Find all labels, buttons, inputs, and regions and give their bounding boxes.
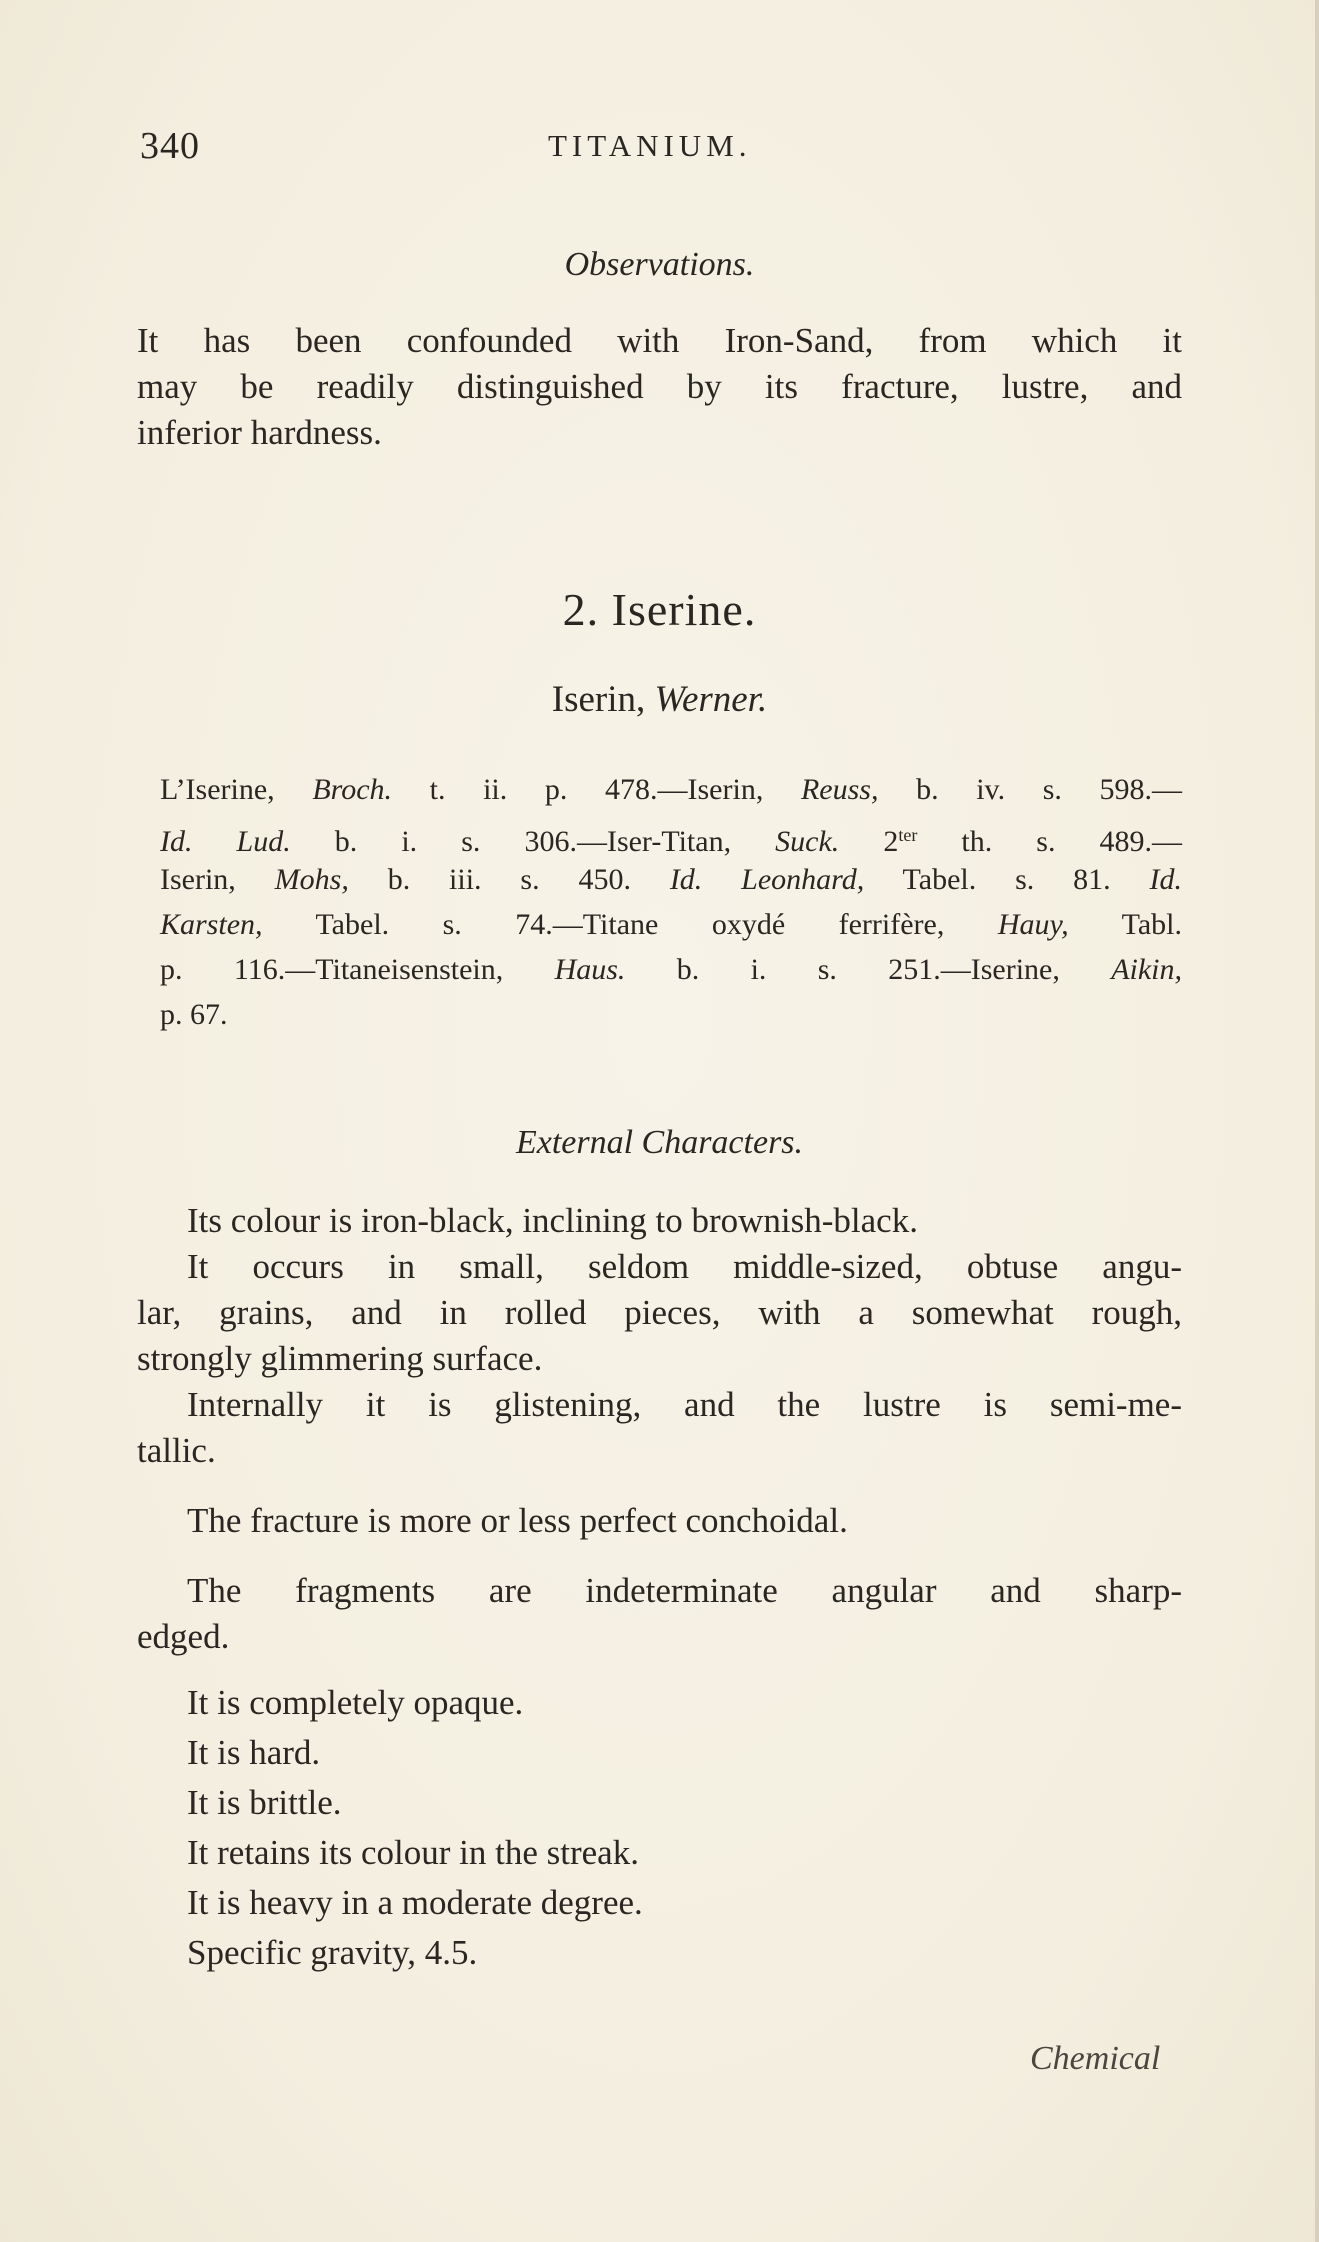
species-heading: 2. Iserine. [562,584,757,635]
page-number: 340 [140,125,200,167]
species-authority: Werner. [654,679,768,720]
running-title: TITANIUM. [548,128,752,163]
synonymy-run: th. s. 489.— [917,824,1182,858]
synonymy-run: Broch. [312,773,393,806]
ext-line-10: It is completely opaque. [187,1683,524,1722]
synonymy-run: p. 116.—Titaneisenstein, [160,953,555,986]
ext-line-12: It is brittle. [187,1783,342,1822]
species-name: Iserin, [551,679,646,720]
synonymy-run: t. ii. p. 478.—Iserin, [392,773,801,806]
synonymy-run: Id. Lud. [160,824,291,858]
synonymy-line-1 [160,770,1182,810]
synonymy-run: Id. Leonhard, [669,863,865,896]
synonymy-run: Mohs, [274,863,349,896]
synonymy-line-6 [160,995,228,1035]
synonymy-line-4 [160,905,1182,945]
synonymy-line-5 [160,950,1182,990]
synonymy-run: Karsten, [160,908,263,941]
synonymy-run: Id. [1149,863,1182,896]
synonymy-run: Aikin, [1111,953,1182,986]
ext-line-5: Internally it is glistening, and the lustre is semi-me- [187,1385,1182,1424]
synonymy-run: b. i. s. 251.—Iserine, [625,953,1112,986]
ext-line-1: Its colour is iron-black, inclining to brownish-black. [187,1201,918,1240]
ext-line-6: tallic. [137,1431,216,1470]
running-head [0,124,1319,174]
synonymy-run: Hauy, [997,908,1069,941]
external-characters-heading: External Characters. [515,1124,804,1161]
synonymy-run: L’Iserine, [160,773,313,806]
species-name-line [0,678,1319,721]
page-edge [1315,0,1319,2242]
synonymy-run: p. 67. [160,998,228,1031]
ext-line-8: The fragments are indeterminate angular and sharp- [187,1571,1182,1610]
ext-line-9: edged. [137,1617,230,1656]
ext-line-14: It is heavy in a moderate degree. [187,1883,643,1922]
ext-line-4: strongly glimmering surface. [137,1339,543,1378]
ext-line-2: It occurs in small, seldom middle-sized, obtuse angu- [187,1247,1182,1286]
synonymy-run: Iserin, [160,863,275,896]
synonymy-run: Tabl. [1068,908,1182,941]
observations-heading: Observations. [564,246,755,283]
synonymy-line-2 [160,815,1182,862]
synonymy-run: b. iv. s. 598.— [878,773,1183,806]
observations-line-2: may be readily distinguished by its fracture, lustre, and [137,367,1182,406]
synonymy-run: Haus. [554,953,626,986]
synonymy-run: 2 [839,824,899,858]
ext-line-7: The fracture is more or less perfect conchoidal. [187,1501,848,1540]
synonymy-run: Tabel. s. 74.—Titane oxydé ferrifère, [262,908,998,941]
ext-line-15: Specific gravity, 4.5. [187,1933,478,1972]
catchword: Chemical [1030,2040,1161,2077]
ext-line-3: lar, grains, and in rolled pieces, with a somewhat rough, [137,1293,1182,1332]
synonymy-run: ter [898,825,918,845]
observations-line-3: inferior hardness. [137,413,382,452]
synonymy-run: b. i. s. 306.—Iser-Titan, [290,824,776,858]
synonymy-run: Reuss, [800,773,879,806]
ext-line-11: It is hard. [187,1733,321,1772]
ext-line-13: It retains its colour in the streak. [187,1833,639,1872]
synonymy-line-3 [160,860,1182,900]
synonymy-run: b. iii. s. 450. [348,863,670,896]
observations-line-1: It has been confounded with Iron-Sand, from which it [137,321,1182,360]
synonymy-run: Tabel. s. 81. [864,863,1150,896]
synonymy-run: Suck. [775,824,840,858]
